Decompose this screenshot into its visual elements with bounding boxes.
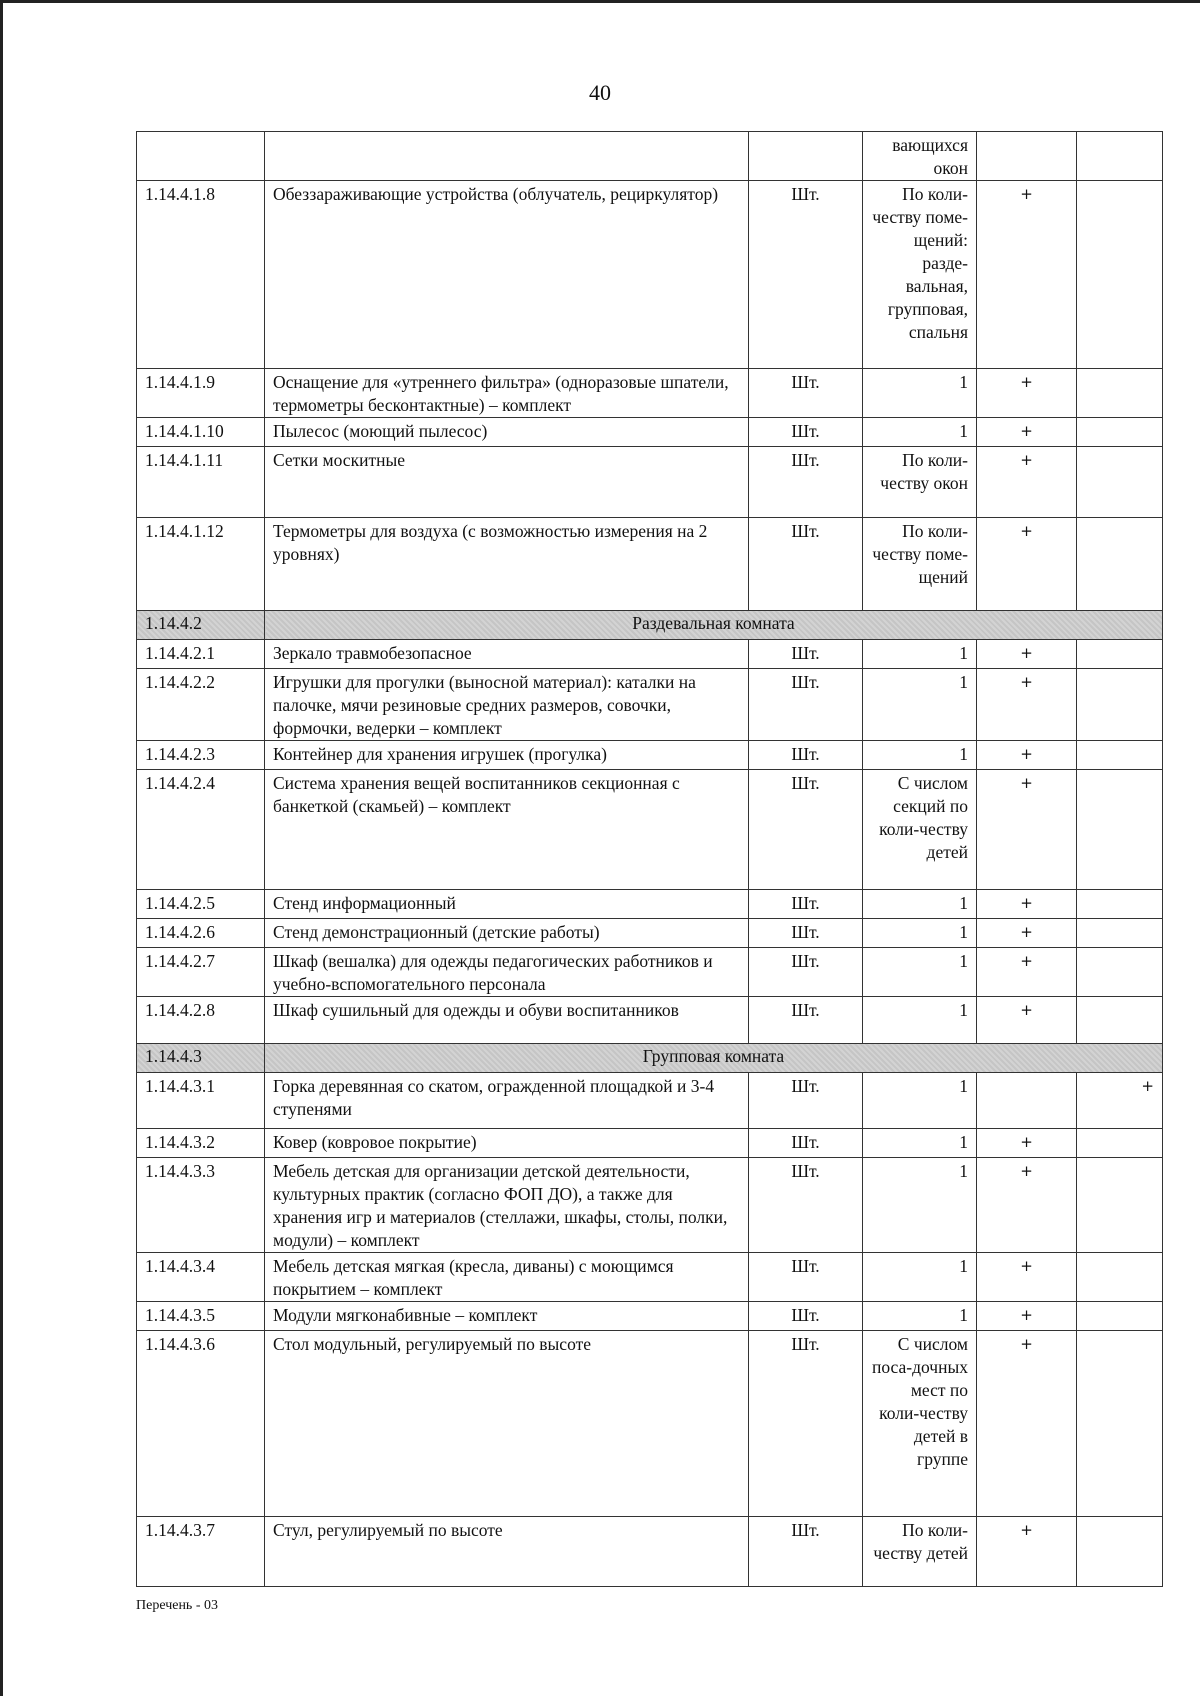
table-row [137,1253,1163,1302]
item-mark-2 [1077,948,1163,997]
item-quantity: По коли-честву поме-щений: разде-вальная, групповая, спальня [863,181,977,369]
item-name [265,132,749,181]
item-mark-2 [1077,418,1163,447]
item-mark-1: + [977,741,1077,770]
section-row [137,1044,1163,1073]
item-name: Горка деревянная со скатом, огражденной площадкой и 3-4 ступенями [265,1073,749,1129]
item-mark-2 [1077,1253,1163,1302]
item-mark-1: + [977,1129,1077,1158]
item-code: 1.14.4.1.12 [137,518,265,611]
item-mark-1: + [977,919,1077,948]
item-name: Обеззараживающие устройства (облучатель, рециркулятор) [265,181,749,369]
item-mark-1: + [977,1158,1077,1253]
item-code: 1.14.4.2.4 [137,770,265,890]
item-name: Зеркало травмобезопасное [265,640,749,669]
item-mark-1: + [977,669,1077,741]
table-row [137,1158,1163,1253]
table-row [137,181,1163,369]
item-mark-2 [1077,1158,1163,1253]
item-mark-2 [1077,132,1163,181]
item-unit: Шт. [749,1517,863,1587]
item-mark-2 [1077,1517,1163,1587]
item-unit: Шт. [749,1331,863,1517]
item-code: 1.14.4.2.3 [137,741,265,770]
item-quantity: 1 [863,669,977,741]
item-name: Мебель детская для организации детской деятельности, культурных практик (согласно ФОП ДО), а также для хранения игр и материалов (стеллажи, шкафы, столы, полки, модули) – комплект [265,1158,749,1253]
table-row [137,518,1163,611]
item-unit: Шт. [749,948,863,997]
item-quantity: По коли-честву окон [863,447,977,518]
item-quantity: С числом секций по коли-честву детей [863,770,977,890]
item-mark-1 [977,132,1077,181]
item-name: Термометры для воздуха (с возможностью измерения на 2 уровнях) [265,518,749,611]
item-quantity: 1 [863,369,977,418]
section-code: 1.14.4.2 [137,611,265,640]
item-name: Стенд информационный [265,890,749,919]
item-quantity: 1 [863,418,977,447]
item-quantity: 1 [863,640,977,669]
table-row [137,1517,1163,1587]
item-code: 1.14.4.2.5 [137,890,265,919]
table-row [137,1302,1163,1331]
page-number: 40 [589,80,611,105]
item-quantity: 1 [863,997,977,1044]
item-mark-2 [1077,181,1163,369]
item-quantity: 1 [863,1302,977,1331]
item-quantity: С числом поса-дочных мест по коли-честву детей в группе [863,1331,977,1517]
item-unit: Шт. [749,1302,863,1331]
item-mark-2 [1077,669,1163,741]
item-name: Контейнер для хранения игрушек (прогулка) [265,741,749,770]
item-unit: Шт. [749,447,863,518]
page-footer: Перечень - 03 [136,1598,218,1613]
item-quantity: По коли-честву детей [863,1517,977,1587]
section-title: Раздевальная комната [265,611,1163,640]
item-name: Шкаф сушильный для одежды и обуви воспитанников [265,997,749,1044]
item-unit: Шт. [749,770,863,890]
item-mark-1: + [977,770,1077,890]
item-code: 1.14.4.2.7 [137,948,265,997]
item-code: 1.14.4.3.2 [137,1129,265,1158]
section-title: Групповая комната [265,1044,1163,1073]
item-quantity: 1 [863,1253,977,1302]
item-mark-2 [1077,1129,1163,1158]
table-row [137,1331,1163,1517]
item-mark-2 [1077,890,1163,919]
item-mark-1 [977,1073,1077,1129]
item-unit: Шт. [749,181,863,369]
item-unit: Шт. [749,919,863,948]
item-unit: Шт. [749,997,863,1044]
item-code: 1.14.4.2.8 [137,997,265,1044]
table-row [137,948,1163,997]
item-mark-1: + [977,1253,1077,1302]
item-mark-2 [1077,447,1163,518]
section-code: 1.14.4.3 [137,1044,265,1073]
item-quantity: вающихся окон [863,132,977,181]
item-mark-1: + [977,997,1077,1044]
item-code: 1.14.4.2.1 [137,640,265,669]
item-mark-1: + [977,518,1077,611]
table-row [137,890,1163,919]
table-row [137,447,1163,518]
item-name: Игрушки для прогулки (выносной материал): каталки на палочке, мячи резиновые средних размеров, совочки, формочки, ведерки – комплект [265,669,749,741]
item-mark-2 [1077,741,1163,770]
table-row [137,741,1163,770]
item-mark-1: + [977,890,1077,919]
item-code: 1.14.4.3.1 [137,1073,265,1129]
item-unit: Шт. [749,1158,863,1253]
item-code: 1.14.4.1.9 [137,369,265,418]
table-row [137,369,1163,418]
item-unit: Шт. [749,890,863,919]
item-mark-2 [1077,518,1163,611]
item-mark-1: + [977,181,1077,369]
item-unit: Шт. [749,741,863,770]
item-mark-2 [1077,1302,1163,1331]
item-name: Стул, регулируемый по высоте [265,1517,749,1587]
item-code: 1.14.4.3.5 [137,1302,265,1331]
item-code: 1.14.4.1.10 [137,418,265,447]
table-row [137,770,1163,890]
item-code: 1.14.4.3.3 [137,1158,265,1253]
item-name: Стенд демонстрационный (детские работы) [265,919,749,948]
item-name: Оснащение для «утреннего фильтра» (одноразовые шпатели, термометры бесконтактные) – комплект [265,369,749,418]
item-mark-2 [1077,919,1163,948]
table-row [137,132,1163,181]
item-unit [749,132,863,181]
table-row [137,1073,1163,1129]
item-name: Система хранения вещей воспитанников секционная с банкеткой (скамьей) – комплект [265,770,749,890]
item-quantity: По коли-честву поме-щений [863,518,977,611]
item-mark-2 [1077,770,1163,890]
item-unit: Шт. [749,669,863,741]
item-quantity: 1 [863,741,977,770]
item-mark-2: + [1077,1073,1163,1129]
item-mark-1: + [977,1302,1077,1331]
table-row [137,1129,1163,1158]
item-quantity: 1 [863,1129,977,1158]
item-mark-2 [1077,369,1163,418]
item-quantity: 1 [863,919,977,948]
item-mark-1: + [977,418,1077,447]
item-quantity: 1 [863,1158,977,1253]
item-mark-1: + [977,447,1077,518]
item-unit: Шт. [749,1129,863,1158]
item-unit: Шт. [749,518,863,611]
item-mark-1: + [977,1517,1077,1587]
table-row [137,997,1163,1044]
item-code: 1.14.4.1.8 [137,181,265,369]
item-quantity: 1 [863,890,977,919]
item-unit: Шт. [749,369,863,418]
table-row [137,418,1163,447]
item-unit: Шт. [749,1073,863,1129]
item-code: 1.14.4.3.7 [137,1517,265,1587]
equipment-table [136,131,1163,1587]
item-mark-1: + [977,640,1077,669]
item-code: 1.14.4.3.4 [137,1253,265,1302]
section-row [137,611,1163,640]
item-name: Пылесос (моющий пылесос) [265,418,749,447]
item-name: Стол модульный, регулируемый по высоте [265,1331,749,1517]
item-name: Ковер (ковровое покрытие) [265,1129,749,1158]
item-mark-2 [1077,997,1163,1044]
item-quantity: 1 [863,948,977,997]
item-code: 1.14.4.3.6 [137,1331,265,1517]
item-mark-2 [1077,640,1163,669]
item-unit: Шт. [749,418,863,447]
item-mark-2 [1077,1331,1163,1517]
item-mark-1: + [977,1331,1077,1517]
item-code: 1.14.4.2.6 [137,919,265,948]
table-row [137,919,1163,948]
table-row [137,640,1163,669]
item-unit: Шт. [749,640,863,669]
table-row [137,669,1163,741]
item-name: Модули мягконабивные – комплект [265,1302,749,1331]
item-code [137,132,265,181]
item-name: Мебель детская мягкая (кресла, диваны) с моющимся покрытием – комплект [265,1253,749,1302]
item-quantity: 1 [863,1073,977,1129]
item-mark-1: + [977,369,1077,418]
item-code: 1.14.4.2.2 [137,669,265,741]
item-unit: Шт. [749,1253,863,1302]
item-name: Шкаф (вешалка) для одежды педагогических работников и учебно-вспомогательного персонала [265,948,749,997]
item-name: Сетки москитные [265,447,749,518]
item-code: 1.14.4.1.11 [137,447,265,518]
item-mark-1: + [977,948,1077,997]
